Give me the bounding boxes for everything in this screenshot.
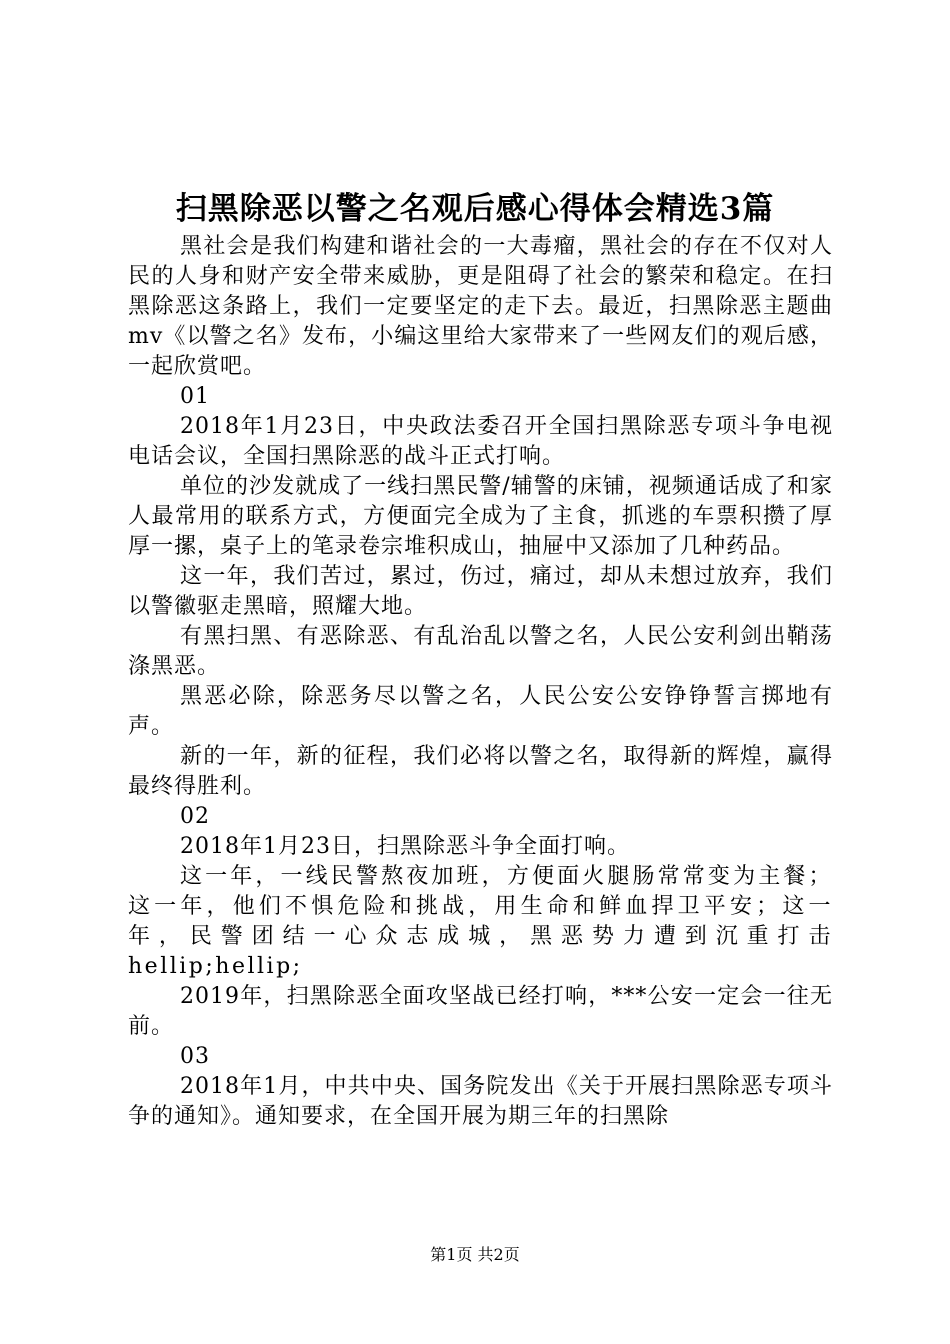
paragraph: 2018年1月23日，中央政法委召开全国扫黑除恶专项斗争电视电话会议，全国扫黑除恶的战斗正式打响。 — [128, 414, 833, 469]
section-number-02: 02 — [180, 804, 210, 829]
page-footer: 第1页 共2页 — [430, 1245, 520, 1264]
paragraph: 有黑扫黑、有恶除恶、有乱治乱以警之名，人民公安利剑出鞘荡涤黑恶。 — [128, 624, 833, 679]
paragraph: 黑恶必除，除恶务尽以警之名，人民公安公安铮铮誓言掷地有声。 — [128, 684, 833, 739]
paragraph-intro: 黑社会是我们构建和谐社会的一大毒瘤，黑社会的存在不仅对人民的人身和财产安全带来威胁，更是阻碍了社会的繁荣和稳定。在扫黑除恶这条路上，我们一定要坚定的走下去。最近，扫黑除恶主题曲mv《以警之名》发布，小编这里给大家带来了一些网友们的观后感，一起欣赏吧。 — [128, 234, 833, 379]
paragraph: 这一年，我们苦过，累过，伤过，痛过，却从未想过放弃，我们以警徽驱走黑暗，照耀大地。 — [128, 564, 833, 619]
section-number-03: 03 — [180, 1044, 210, 1069]
section-number-01: 01 — [180, 384, 210, 409]
paragraph: 新的一年，新的征程，我们必将以警之名，取得新的辉煌，赢得最终得胜利。 — [128, 744, 833, 799]
paragraph: 2019年，扫黑除恶全面攻坚战已经打响，***公安一定会一往无前。 — [128, 984, 833, 1039]
paragraph: 单位的沙发就成了一线扫黑民警/辅警的床铺，视频通话成了和家人最常用的联系方式，方便面完全成为了主食，抓逃的车票积攒了厚厚一摞，桌子上的笔录卷宗堆积成山，抽屉中又添加了几种药品。 — [128, 474, 833, 559]
paragraph: 这一年，一线民警熬夜加班，方便面火腿肠常常变为主餐；这一年，他们不惧危险和挑战，用生命和鲜血捍卫平安；这一年，民警团结一心众志成城，黑恶势力遭到沉重打击hellip;hellip; — [128, 864, 833, 979]
document-title: 扫黑除恶以警之名观后感心得体会精选3篇 — [175, 191, 775, 227]
paragraph: 2018年1月23日，扫黑除恶斗争全面打响。 — [180, 834, 630, 859]
document-body — [128, 232, 833, 1132]
paragraph: 2018年1月，中共中央、国务院发出《关于开展扫黑除恶专项斗争的通知》。通知要求，在全国开展为期三年的扫黑除 — [128, 1074, 833, 1129]
